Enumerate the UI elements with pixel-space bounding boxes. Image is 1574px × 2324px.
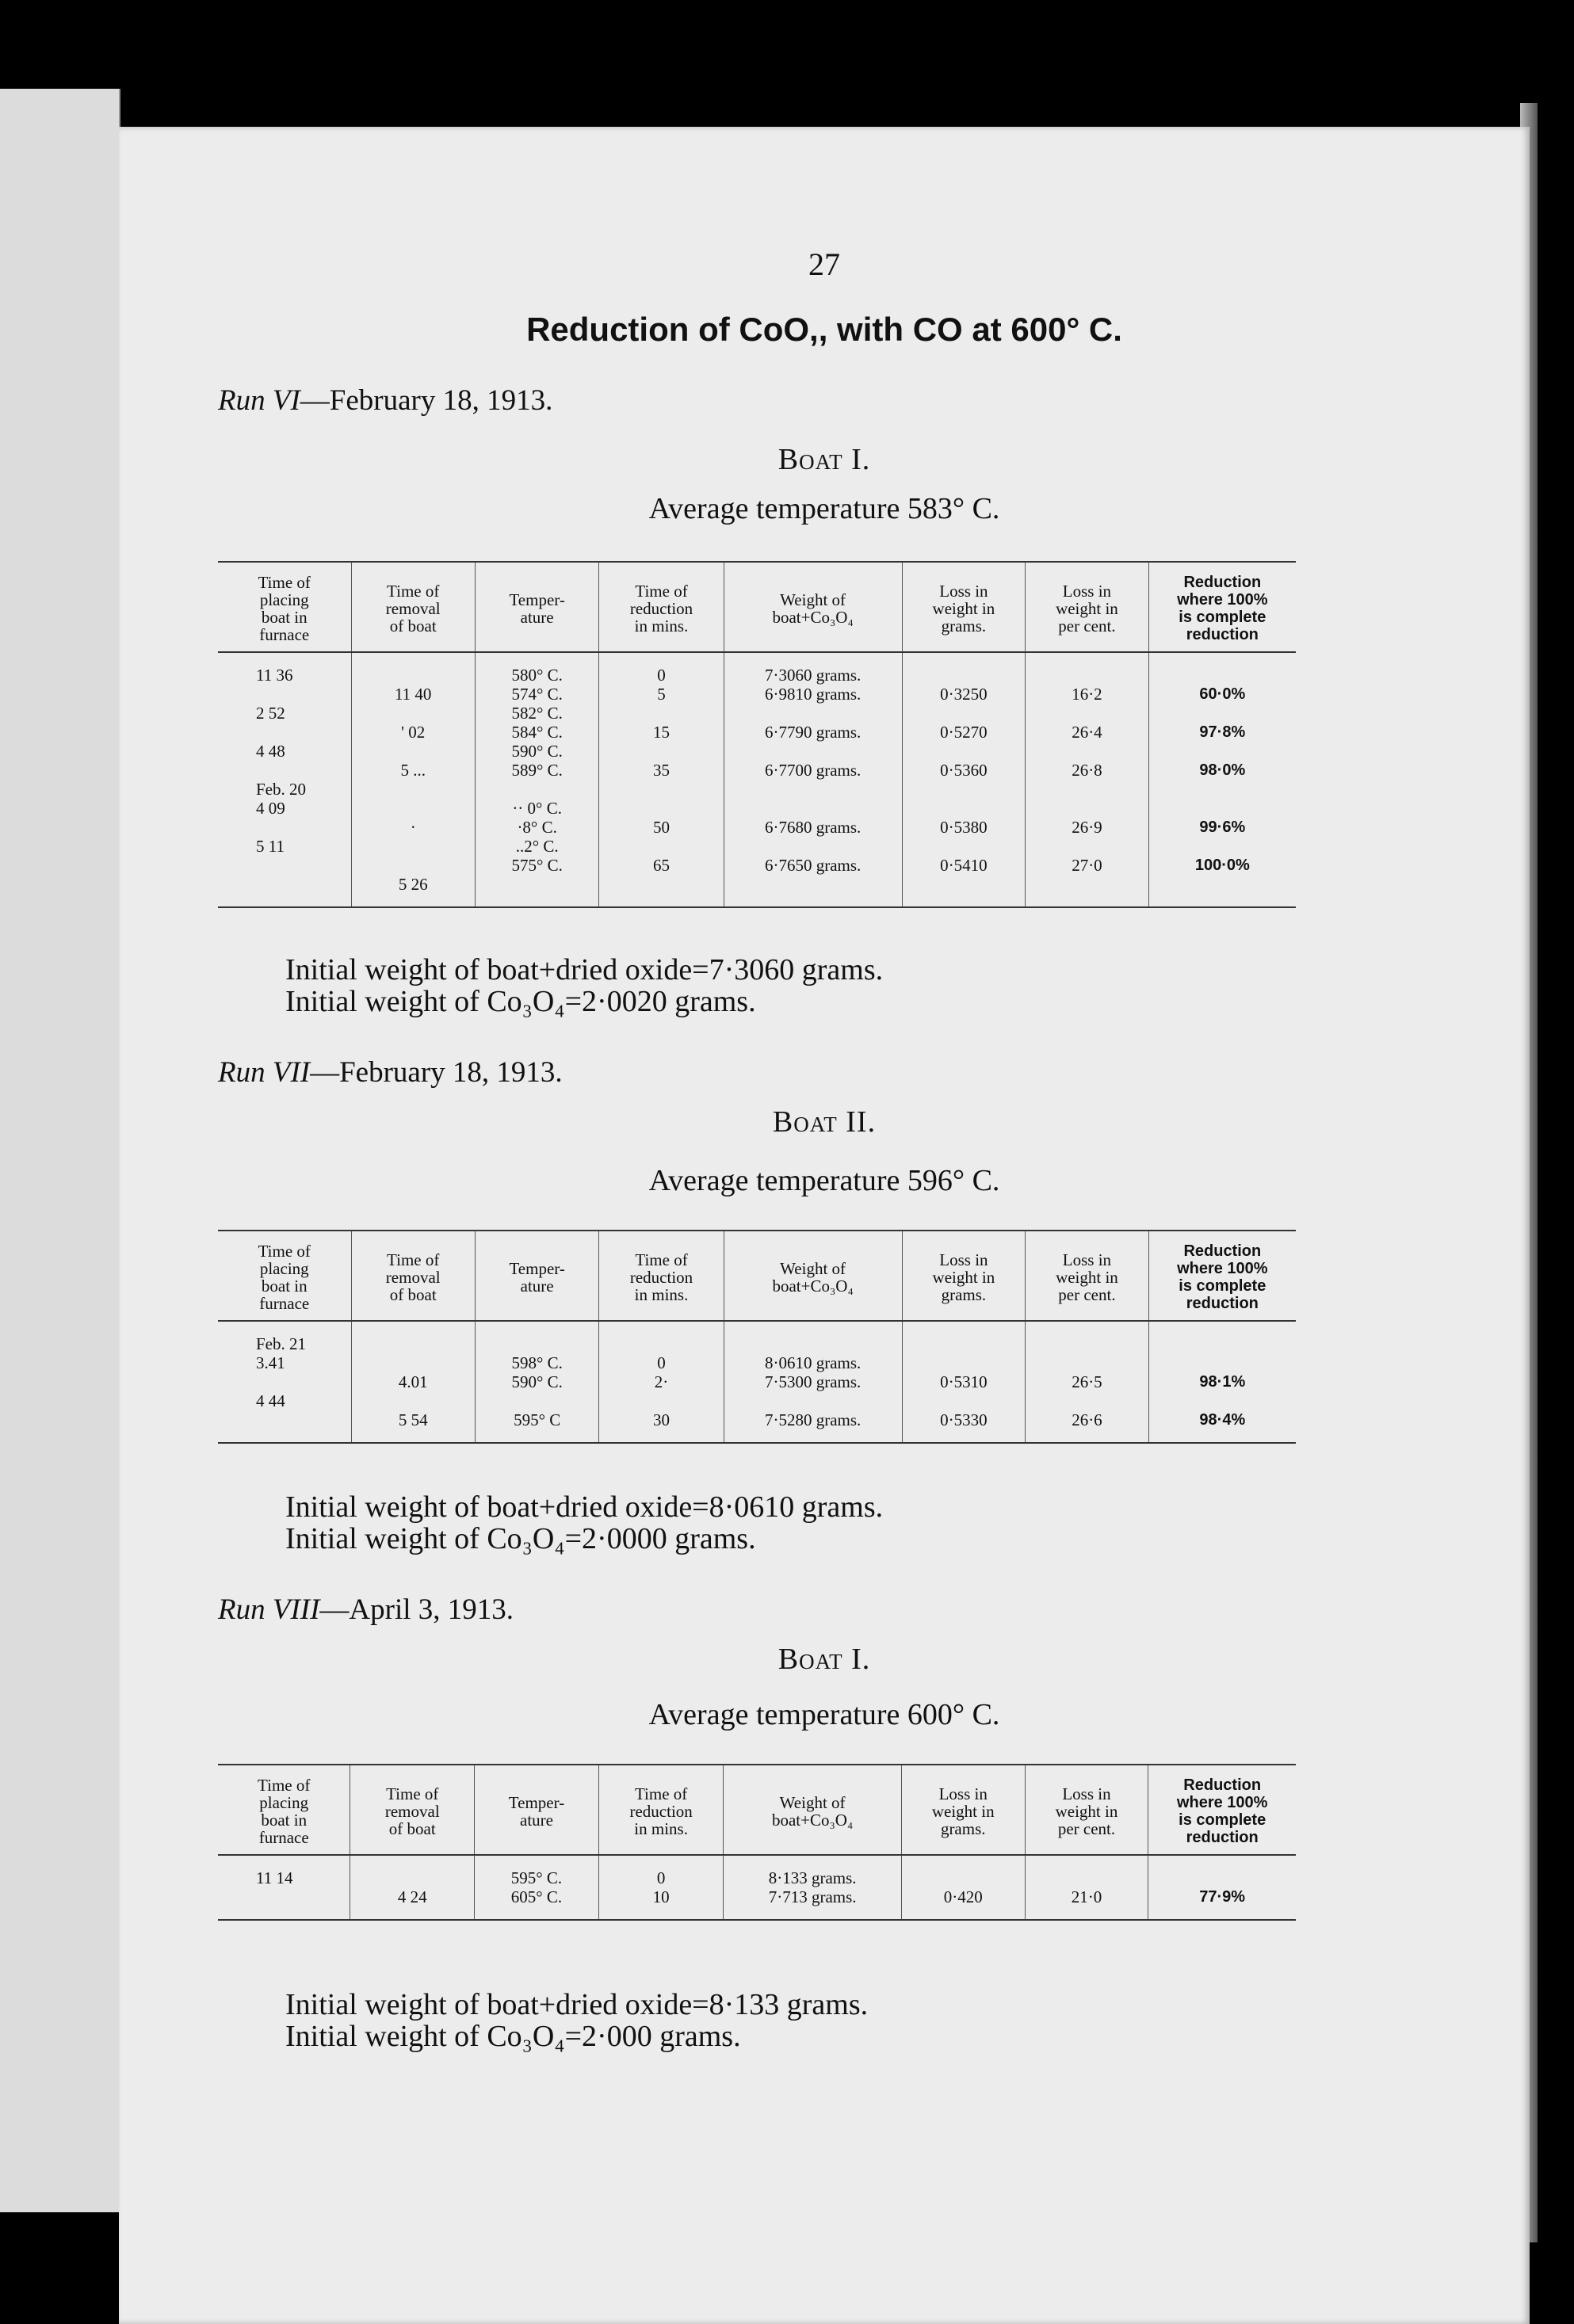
removal-time-value: 5 26 [398, 875, 428, 894]
placing-time-cell [218, 652, 351, 907]
placing-time-value: Feb. 21 [256, 1334, 306, 1353]
loss-percent-value: 26·8 [1072, 761, 1102, 780]
placing-time-value: 5 11 [256, 837, 285, 856]
removal-time-value [355, 1868, 469, 1887]
column-header: Reduction where 100% is complete reduction [1148, 562, 1296, 652]
reduction-percent-value [1154, 1391, 1291, 1410]
reduction-percent-value [1154, 875, 1291, 894]
reduction-minutes-value [604, 1391, 718, 1410]
reduction-percent-value [1154, 799, 1291, 818]
loss-grams-value: 0·5380 [940, 818, 988, 837]
temperature-value: 589° C. [511, 761, 563, 780]
reduction-minutes-value: 0 [657, 1353, 666, 1372]
removal-time-value: 11 40 [394, 685, 432, 704]
column-header: Reduction where 100% is complete reduction [1148, 1765, 1296, 1855]
temperature-value [480, 875, 594, 894]
boat-weight-value: 7·5280 grams. [764, 1410, 861, 1429]
temperature-value: 582° C. [511, 704, 563, 723]
loss-percent-value [1030, 742, 1143, 761]
reduction-minutes-value [604, 742, 718, 761]
placing-time-value: 11 36 [256, 666, 293, 685]
reduction-minutes-cell [599, 1321, 724, 1443]
loss-grams-value [907, 742, 1021, 761]
run-label: Run VI [218, 384, 300, 417]
initial-weight-note: Initial weight of boat+dried oxide=7·3060 grams. [285, 953, 884, 986]
reduction-percent-value [1154, 1353, 1291, 1372]
removal-time-value [357, 704, 470, 723]
loss-grams-value: 0·5330 [940, 1410, 988, 1429]
temperature-cell [475, 1321, 599, 1443]
column-header: Time of reduction in mins. [598, 1765, 723, 1855]
temperature-value: 574° C. [511, 685, 563, 704]
column-header: Time of placing boat in furnace [218, 1765, 350, 1855]
column-header: Loss in weight in per cent. [1026, 562, 1148, 652]
column-header: Temper- ature [475, 1231, 599, 1321]
placing-time-value [256, 875, 346, 894]
temperature-value: 575° C. [511, 856, 563, 875]
placing-time-value: 4 48 [256, 742, 285, 761]
column-header: Time of removal of boat [350, 1765, 475, 1855]
average-temperature: Average temperature 596° C. [648, 1164, 1000, 1197]
reduction-minutes-value: 30 [653, 1410, 670, 1429]
boat-weight-value: 7·3060 grams. [764, 666, 861, 685]
loss-percent-value: 16·2 [1072, 685, 1102, 704]
placing-time-value [256, 1410, 346, 1429]
boat-weight-value [729, 1391, 897, 1410]
boat-weight-value [729, 780, 897, 799]
reduction-percent-value [1154, 742, 1291, 761]
run-date: —February 18, 1913. [310, 1056, 563, 1089]
reduction-percent-value [1154, 1334, 1291, 1353]
reduction-percent-cell [1148, 1321, 1296, 1443]
column-header: Weight of boat+Co₃O₄ [724, 1231, 902, 1321]
boat-heading: Boat I. [777, 1643, 871, 1676]
placing-time-value: 2 52 [256, 704, 285, 723]
loss-grams-value [907, 1391, 1021, 1410]
reduction-percent-value: 98·4% [1199, 1411, 1246, 1429]
temperature-value [480, 780, 594, 799]
reduction-minutes-value: 5 [657, 685, 666, 704]
loss-percent-value [1030, 666, 1143, 685]
placing-time-value: 11 14 [256, 1868, 293, 1887]
reduction-percent-value: 97·8% [1199, 723, 1246, 741]
placing-time-value: 4 44 [256, 1391, 285, 1410]
placing-time-value [256, 818, 346, 837]
temperature-value [480, 1391, 594, 1410]
boat-weight-value: 6·7650 grams. [764, 856, 861, 875]
removal-time-value: 5 ... [400, 761, 426, 780]
boat-weight-value: 8·0610 grams. [764, 1353, 861, 1372]
placing-time-value: 3.41 [256, 1353, 285, 1372]
column-header: Temper- ature [475, 562, 599, 652]
average-temperature: Average temperature 583° C. [648, 492, 1000, 525]
removal-time-value [357, 666, 470, 685]
reduction-percent-cell [1148, 1855, 1296, 1920]
reduction-percent-value: 60·0% [1199, 685, 1246, 703]
initial-weight-note: Initial weight of boat+dried oxide=8·0610 grams. [285, 1490, 884, 1524]
loss-grams-cell [902, 652, 1026, 907]
reduction-minutes-value [604, 704, 718, 723]
removal-time-value [357, 837, 470, 856]
boat-heading: Boat I. [777, 443, 871, 476]
placing-time-value [256, 685, 346, 704]
boat-weight-value: 7·5300 grams. [764, 1372, 861, 1391]
initial-weight-note: Initial weight of Co₃O₄=2·0000 grams. [285, 1522, 756, 1555]
reduction-minutes-value [604, 875, 718, 894]
loss-percent-value [1030, 1353, 1143, 1372]
removal-time-value: 4 24 [397, 1887, 427, 1906]
loss-grams-value [907, 875, 1021, 894]
adjacent-page [0, 89, 120, 2212]
reduction-minutes-cell [598, 1855, 723, 1920]
table-row [218, 1321, 1296, 1443]
reduction-minutes-value: 65 [653, 856, 670, 875]
removal-time-cell [351, 1321, 475, 1443]
reduction-minutes-value: 35 [653, 761, 670, 780]
reduction-percent-value: 98·1% [1199, 1373, 1246, 1391]
column-header: Loss in weight in per cent. [1025, 1765, 1148, 1855]
loss-percent-cell [1025, 1855, 1148, 1920]
column-header: Time of placing boat in furnace [218, 562, 351, 652]
loss-percent-value [1030, 837, 1143, 856]
boat-weight-value [729, 837, 897, 856]
loss-percent-value [1030, 875, 1143, 894]
boat-weight-value [729, 1334, 897, 1353]
loss-grams-value [907, 799, 1021, 818]
temperature-value: ..2° C. [515, 837, 559, 856]
loss-grams-cell [901, 1855, 1025, 1920]
loss-grams-value: 0·5360 [940, 761, 988, 780]
page-title: Reduction of CoO,, with CO at 600° C. [526, 311, 1122, 348]
loss-grams-value [907, 1334, 1021, 1353]
run-label: Run VII [218, 1056, 311, 1089]
loss-percent-value [1030, 1868, 1144, 1887]
temperature-value [480, 1334, 594, 1353]
boat-weight-value [729, 742, 897, 761]
removal-time-value [357, 1334, 470, 1353]
table-header-row [218, 1231, 1296, 1321]
column-header: Time of reduction in mins. [599, 562, 724, 652]
reduction-percent-value: 98·0% [1199, 761, 1246, 779]
table-header-row [218, 1765, 1296, 1855]
temperature-value: 598° C. [511, 1353, 563, 1372]
boat-weight-cell [724, 652, 902, 907]
temperature-value: 590° C. [511, 742, 563, 761]
placing-time-value: Feb. 20 [256, 780, 306, 799]
temperature-value: 580° C. [511, 666, 563, 685]
column-header: Loss in weight in grams. [901, 1765, 1025, 1855]
loss-grams-value [907, 1868, 1020, 1887]
loss-percent-value [1030, 1334, 1143, 1353]
boat-weight-value: 6·7790 grams. [764, 723, 861, 742]
reduction-percent-value [1154, 780, 1291, 799]
column-header: Time of removal of boat [351, 1231, 475, 1321]
reduction-percent-value [1154, 704, 1291, 723]
page-number: 27 [808, 246, 840, 282]
removal-time-value [357, 1353, 470, 1372]
placing-time-cell [218, 1321, 351, 1443]
removal-time-value: 4.01 [398, 1372, 428, 1391]
loss-grams-cell [902, 1321, 1026, 1443]
placing-time-value [256, 761, 346, 780]
column-header: Time of removal of boat [351, 562, 475, 652]
loss-percent-cell [1026, 1321, 1148, 1443]
placing-time-cell [218, 1855, 350, 1920]
column-header: Loss in weight in grams. [902, 1231, 1026, 1321]
average-temperature: Average temperature 600° C. [648, 1698, 1000, 1731]
loss-percent-value: 26·6 [1072, 1410, 1102, 1429]
column-header: Temper- ature [475, 1765, 599, 1855]
removal-time-value [357, 856, 470, 875]
loss-percent-value [1030, 1391, 1143, 1410]
loss-grams-value: 0·420 [943, 1887, 983, 1906]
loss-percent-value: 26·9 [1072, 818, 1102, 837]
placing-time-value [256, 856, 346, 875]
initial-weight-note: Initial weight of Co₃O₄=2·0020 grams. [285, 985, 756, 1018]
reduction-minutes-value: 15 [653, 723, 670, 742]
boat-weight-value: 7·713 grams. [768, 1887, 857, 1906]
column-header: Weight of boat+Co₃O₄ [724, 562, 902, 652]
reduction-percent-value: 100·0% [1194, 857, 1250, 874]
column-header: Reduction where 100% is complete reduction [1148, 1231, 1296, 1321]
run-heading [218, 384, 552, 418]
document-page [119, 127, 1530, 2324]
loss-percent-value: 21·0 [1071, 1887, 1102, 1906]
temperature-cell [475, 1855, 599, 1920]
loss-percent-value: 26·4 [1072, 723, 1102, 742]
loss-grams-value: 0·5410 [940, 856, 988, 875]
data-table [218, 1764, 1296, 1921]
boat-weight-value [729, 875, 897, 894]
reduction-percent-value: 99·6% [1199, 819, 1246, 836]
placing-time-value: 4 09 [256, 799, 285, 818]
temperature-value: 605° C. [510, 1887, 563, 1906]
loss-percent-value: 27·0 [1072, 856, 1102, 875]
loss-grams-value [907, 666, 1021, 685]
reduction-percent-value [1154, 837, 1291, 856]
boat-weight-value: 6·7700 grams. [764, 761, 861, 780]
loss-grams-value: 0·5270 [940, 723, 988, 742]
reduction-minutes-value [604, 780, 718, 799]
loss-grams-value: 0·3250 [940, 685, 988, 704]
boat-weight-value: 6·9810 grams. [764, 685, 861, 704]
initial-weight-note: Initial weight of Co₃O₄=2·000 grams. [285, 2020, 741, 2053]
column-header: Weight of boat+Co₃O₄ [724, 1765, 901, 1855]
reduction-minutes-value [604, 799, 718, 818]
data-table [218, 561, 1296, 908]
reduction-minutes-value: 50 [653, 818, 670, 837]
reduction-percent-value [1153, 1868, 1291, 1887]
removal-time-value [357, 799, 470, 818]
table-row [218, 652, 1296, 907]
temperature-value: ·· 0° C. [512, 799, 562, 818]
column-header: Loss in weight in per cent. [1026, 1231, 1148, 1321]
run-label: Run VIII [218, 1593, 320, 1626]
removal-time-value: ' 02 [401, 723, 426, 742]
reduction-percent-cell [1148, 652, 1296, 907]
run-date: —April 3, 1913. [319, 1593, 514, 1626]
reduction-percent-value [1154, 666, 1291, 685]
reduction-minutes-value: 10 [652, 1887, 670, 1906]
boat-weight-value [729, 704, 897, 723]
loss-percent-value [1030, 799, 1143, 818]
boat-weight-value [729, 799, 897, 818]
run-heading [218, 1055, 563, 1089]
reduction-minutes-cell [599, 652, 724, 907]
reduction-minutes-value: 0 [657, 666, 666, 685]
placing-time-value [256, 723, 346, 742]
temperature-value: 584° C. [511, 723, 563, 742]
loss-grams-value: 0·5310 [940, 1372, 988, 1391]
placing-time-value [256, 1887, 345, 1906]
column-header: Time of reduction in mins. [599, 1231, 724, 1321]
run-date: —February 18, 1913. [300, 384, 553, 417]
loss-percent-value: 26·5 [1072, 1372, 1102, 1391]
initial-weight-note: Initial weight of boat+dried oxide=8·133 grams. [285, 1988, 869, 2021]
loss-grams-value [907, 704, 1021, 723]
column-header: Time of placing boat in furnace [218, 1231, 351, 1321]
loss-percent-cell [1026, 652, 1148, 907]
table-row [218, 1855, 1296, 1920]
temperature-value: ·8° C. [517, 818, 557, 837]
reduction-minutes-value: 0 [656, 1868, 666, 1887]
boat-weight-value: 8·133 grams. [768, 1868, 857, 1887]
temperature-value: 595° C [514, 1410, 561, 1429]
boat-weight-value: 6·7680 grams. [764, 818, 861, 837]
removal-time-value [357, 780, 470, 799]
table-header-row [218, 562, 1296, 652]
removal-time-value: 5 54 [398, 1410, 428, 1429]
reduction-percent-value: 77·9% [1199, 1888, 1246, 1906]
removal-time-cell [351, 652, 475, 907]
temperature-cell [475, 652, 599, 907]
temperature-value: 595° C. [510, 1868, 563, 1887]
boat-heading: Boat II. [772, 1105, 877, 1139]
boat-weight-cell [724, 1321, 902, 1443]
reduction-minutes-value [604, 837, 718, 856]
data-table [218, 1230, 1296, 1444]
loss-percent-value [1030, 780, 1143, 799]
temperature-value: 590° C. [511, 1372, 563, 1391]
loss-grams-value [907, 837, 1021, 856]
reduction-minutes-value: 2· [654, 1372, 669, 1391]
loss-grams-value [907, 1353, 1021, 1372]
column-header: Loss in weight in grams. [902, 562, 1026, 652]
removal-time-value: · [410, 818, 416, 837]
placing-time-value [256, 1372, 346, 1391]
loss-grams-value [907, 780, 1021, 799]
run-heading [218, 1593, 514, 1627]
removal-time-cell [350, 1855, 475, 1920]
loss-percent-value [1030, 704, 1143, 723]
reduction-minutes-value [604, 1334, 718, 1353]
removal-time-value [357, 742, 470, 761]
removal-time-value [357, 1391, 470, 1410]
boat-weight-cell [724, 1855, 901, 1920]
